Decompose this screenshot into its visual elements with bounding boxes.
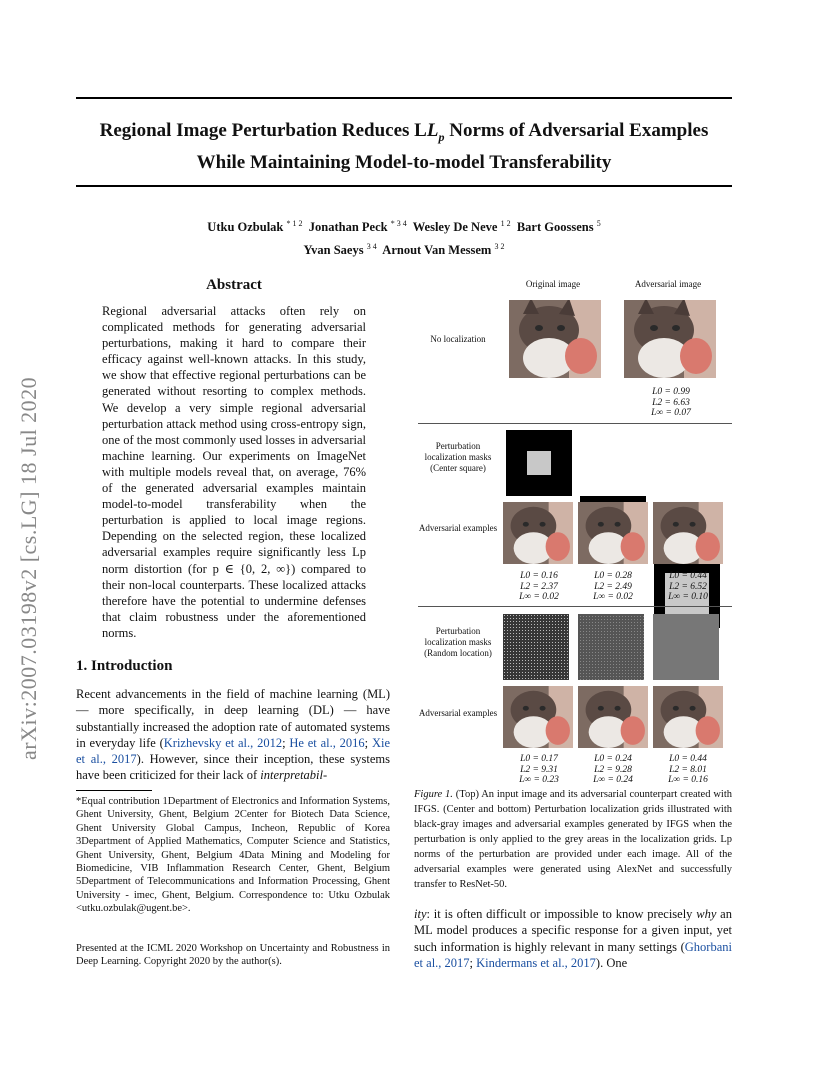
cat-adversarial-center-1 bbox=[503, 502, 573, 564]
citation-link[interactable]: Krizhevsky et al., 2012 bbox=[163, 735, 283, 750]
abstract-heading: Abstract bbox=[206, 277, 262, 293]
footnote-rule bbox=[76, 790, 152, 791]
abstract-text: Regional adversarial attacks often rely on complicated methods for generating adversarial perturbations, making it hard to compare their efficacy against well-known attacks. In this study, we show that effective regional perturbations can be generated without resorting to complex methods. We develop a very simple regional adversarial perturbation attack method using cross-entropy sign, one of the most commonly used losses in adversarial machine learning. Our experiments on ImageNet with multiple models reveal that, on average, 76% of the generated adversarial examples maintain model-to-model transferability when the perturbation is applied to local image regions. Depending on the selected region, these localized adversarial examples require significantly less Lp norm distortion (for p ∈ {0, 2, ∞}) compared to their non-local counterparts. These localized attacks therefore have the potential to undermine defenses that claim robustness under the aforementioned norms. bbox=[102, 304, 366, 640]
author-list: Utku Ozbulak $^{* 1 2}$ Jonathan Peck $^{* 3 4}$ Wesley De Neve $^{1 2}$ Bart Goossens $^5$ Yvan Saeys $^{3 4}$ Arnout Van Messem $^{3 2}$ bbox=[207, 219, 601, 258]
figure-row-label: No localization bbox=[430, 334, 486, 344]
cat-adversarial-random-1 bbox=[503, 686, 573, 748]
norms-center-3: L0 = 0.44 L2 = 6.52 L∞ = 0.10 bbox=[668, 571, 708, 603]
citation-link[interactable]: Xie et al., 2017 bbox=[76, 735, 390, 767]
cat-adversarial-center-2 bbox=[578, 502, 648, 564]
figure-header-original: Original image bbox=[525, 279, 581, 289]
venue-notice: Presented at the ICML 2020 Workshop on Uncertainty and Robustness in Deep Learning. Copyright 2020 by the author(s). bbox=[76, 943, 390, 968]
figure-separator bbox=[418, 423, 732, 424]
cat-image-original bbox=[509, 300, 601, 378]
norms-top: L0 = 0.99 L2 = 6.63 L∞ = 0.07 bbox=[651, 387, 691, 419]
cat-adversarial-random-2 bbox=[578, 686, 648, 748]
figure-caption: Figure 1. (Top) An input image and its adversarial counterpart created with IFGS. (Center and bottom) Perturbation localization grids illustrated with black-gray images and adversarial examples generated by IFGS when the perturbation is only applied to the grey areas in the localization grids. Lp norms of the perturbation are provided under each image. All of the adversarial examples were generated using AlexNet and successfully transfer to ResNet-50. bbox=[414, 789, 732, 890]
mask-random-2 bbox=[578, 614, 644, 680]
figure-row-label: Perturbation localization masks (Center square) bbox=[424, 441, 492, 473]
footnote-affiliations: *Equal contribution 1Department of Electronics and Information Systems, Ghent University, Ghent, Belgium 2Center for Biotech Data Science, Ghent University Global Campus, Incheon, Republic of Korea 3Department of Applied Mathematics, Computer Science and Statistics, Ghent University, Ghent, Belgium 4Data Mining and Modeling for Biomedicine, VIB Inflammation Research Center, Ghent, Belgium 5Department of Telecommunications and Information Processing, Ghent University - imec, Ghent, Belgium. Correspondence to: Utku Ozbulak <utku.ozbulak@ugent.be>. bbox=[76, 796, 390, 915]
citation-link[interactable]: Ghorbani et al., 2017 bbox=[414, 939, 732, 970]
top-rule bbox=[76, 97, 732, 99]
arxiv-identifier: arXiv:2007.03198v2 [cs.LG] 18 Jul 2020 bbox=[16, 376, 41, 760]
norms-random-1: L0 = 0.17 L2 = 9.31 L∞ = 0.23 bbox=[519, 754, 559, 786]
norms-random-3: L0 = 0.44 L2 = 8.01 L∞ = 0.16 bbox=[668, 754, 708, 786]
introduction-text: Recent advancements in the field of machine learning (ML) — more specifically, in deep learning (DL) — have substantially increased the adoption rate of automated systems in everyday life (Krizhevsky et al., 2012; He et al., 2016; Xie et al., 2017). However, since their inception, these systems have been criticized for their lack of interpretabil- bbox=[76, 687, 390, 783]
norms-center-1: L0 = 0.16 L2 = 2.37 L∞ = 0.02 bbox=[519, 571, 559, 603]
cat-image-adversarial bbox=[624, 300, 716, 378]
mask-random-3 bbox=[653, 614, 719, 680]
figure-row-label: Adversarial examples bbox=[418, 523, 498, 533]
cat-adversarial-center-3 bbox=[653, 502, 723, 564]
figure-separator bbox=[418, 606, 732, 607]
paper-title: Regional Image Perturbation Reduces $LL_p$ Norms of Adversarial Examples While Maintaining Model-to-model Transferability bbox=[99, 120, 709, 173]
right-column-text: ity: it is often difficult or impossible to know precisely why an ML model produces a specific response for a given input, yet such information is highly relevant in many settings (Ghorbani et al., 2017; Kindermans et al., 2017). One bbox=[414, 907, 732, 970]
norms-random-2: L0 = 0.24 L2 = 9.28 L∞ = 0.24 bbox=[593, 754, 633, 786]
norms-center-2: L0 = 0.28 L2 = 2.49 L∞ = 0.02 bbox=[593, 571, 633, 603]
citation-link[interactable]: He et al., 2016 bbox=[289, 735, 365, 750]
mask-random-1 bbox=[503, 614, 569, 680]
figure-header-adversarial: Adversarial image bbox=[634, 279, 702, 289]
mask-center-small bbox=[506, 430, 572, 496]
section-heading-introduction: 1. Introduction bbox=[76, 658, 173, 674]
cat-adversarial-random-3 bbox=[653, 686, 723, 748]
figure-row-label: Adversarial examples bbox=[418, 708, 498, 718]
figure-row-label: Perturbation localization masks (Random location) bbox=[424, 626, 492, 658]
title-bottom-rule bbox=[76, 185, 732, 187]
citation-link[interactable]: Kindermans et al., 2017 bbox=[476, 955, 596, 970]
